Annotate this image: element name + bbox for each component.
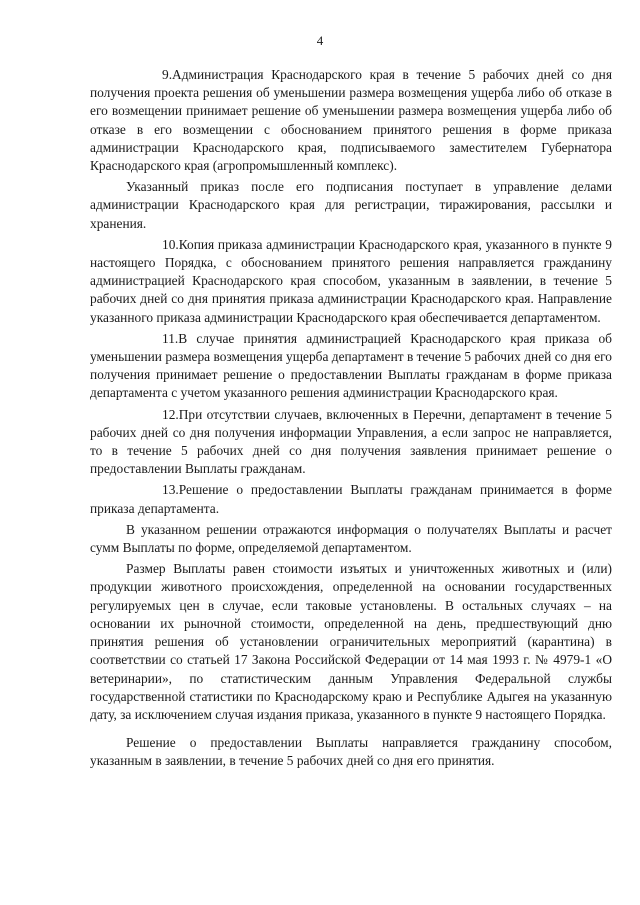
- paragraph-13: [90, 481, 612, 517]
- paragraph-number: 12.: [162, 406, 179, 422]
- paragraph-11: [90, 330, 612, 403]
- paragraph-number: 13.: [162, 482, 179, 498]
- paragraph-text: В случае принятия администрацией Краснодарского края приказа об уменьшении размера возмещения ущерба департамент в течение 5 рабочих дней со дня его получения принимает решение о предоставлении Выплаты гражданам в форме приказа департамента с учетом указанного решения администрации Краснодарского края.: [90, 330, 612, 401]
- paragraph-number: 9.: [162, 67, 173, 82]
- paragraph-number: 11.: [162, 330, 179, 346]
- document-body: [90, 66, 612, 771]
- paragraph-text: При отсутствии случаев, включенных в Перечни, департамент в течение 5 рабочих дней со дня получения информации Управления, а если запрос не направляется, то в течение 5 рабочих дней со дня получения заявления принимает решение о предоставлении Выплаты гражданам.: [90, 406, 612, 477]
- paragraph-text: Копия приказа администрации Краснодарского края, указанного в пункте 9 настоящего Порядка, с обоснованием принятого решения направляется гражданину администрацией Краснодарского края способом, указанным в заявлении, в течение 5 рабочих дней со дня принятия приказа администрации Краснодарского края. Направление указанного приказа администрации Краснодарского края обеспечивается департаментом.: [90, 236, 612, 325]
- paragraph-decision-content: [90, 521, 612, 557]
- paragraph-text: В указанном решении отражаются информация о получателях Выплаты и расчет сумм Выплаты по форме, определяемой департаментом.: [90, 521, 612, 556]
- paragraph-text: Размер Выплаты равен стоимости изъятых и уничтоженных животных и (или) продукции животного происхождения, определенной на основании государственных регулируемых цен в случае, если таковые установлены. В остальных случаях – на основании их рыночной стоимости, определенной на день, предшествующий дню принятия решения об установлении ограничительных мероприятий (карантина) в соответствии со статьей 17 Закона Российской Федерации от 14 мая 1993 г. № 4979-1 «О ветеринарии», по статистическим данным Управления Федеральной службы государственной статистики по Краснодарскому краю и Республике Адыгея на указанную дату, за исключением случая издания приказа, указанного в пункте 9 настоящего Порядка.: [90, 561, 612, 722]
- paragraph-10: [90, 236, 612, 327]
- paragraph-text: Решение о предоставлении Выплаты направляется гражданину способом, указанным в заявлении, в течение 5 рабочих дней со дня его принятия.: [90, 735, 612, 769]
- paragraph-9: [90, 66, 612, 175]
- paragraph-order-registration: [90, 178, 612, 233]
- paragraph-12: [90, 406, 612, 479]
- paragraph-text: Администрация Краснодарского края в течение 5 рабочих дней со дня получения проекта решения об уменьшении размера возмещения ущерба либо об отказе в его возмещении принимает решение об уменьшении размера возмещения ущерба либо об отказе в его возмещении с обоснованием принятого решения в форме приказа администрации Краснодарского края, подписываемого заместителем Губернатора Краснодарского края (агропромышленный комплекс).: [90, 67, 612, 174]
- page-number: 4: [316, 33, 324, 48]
- paragraph-text: Решение о предоставлении Выплаты гражданам принимается в форме приказа департамента.: [90, 482, 612, 516]
- paragraph-decision-delivery: [90, 734, 612, 770]
- paragraph-text: Указанный приказ после его подписания поступает в управление делами администрации Краснодарского края для регистрации, тиражирования, рассылки и хранения.: [90, 179, 612, 231]
- paragraph-number: 10.: [162, 236, 179, 252]
- paragraph-payment-amount: [90, 560, 612, 724]
